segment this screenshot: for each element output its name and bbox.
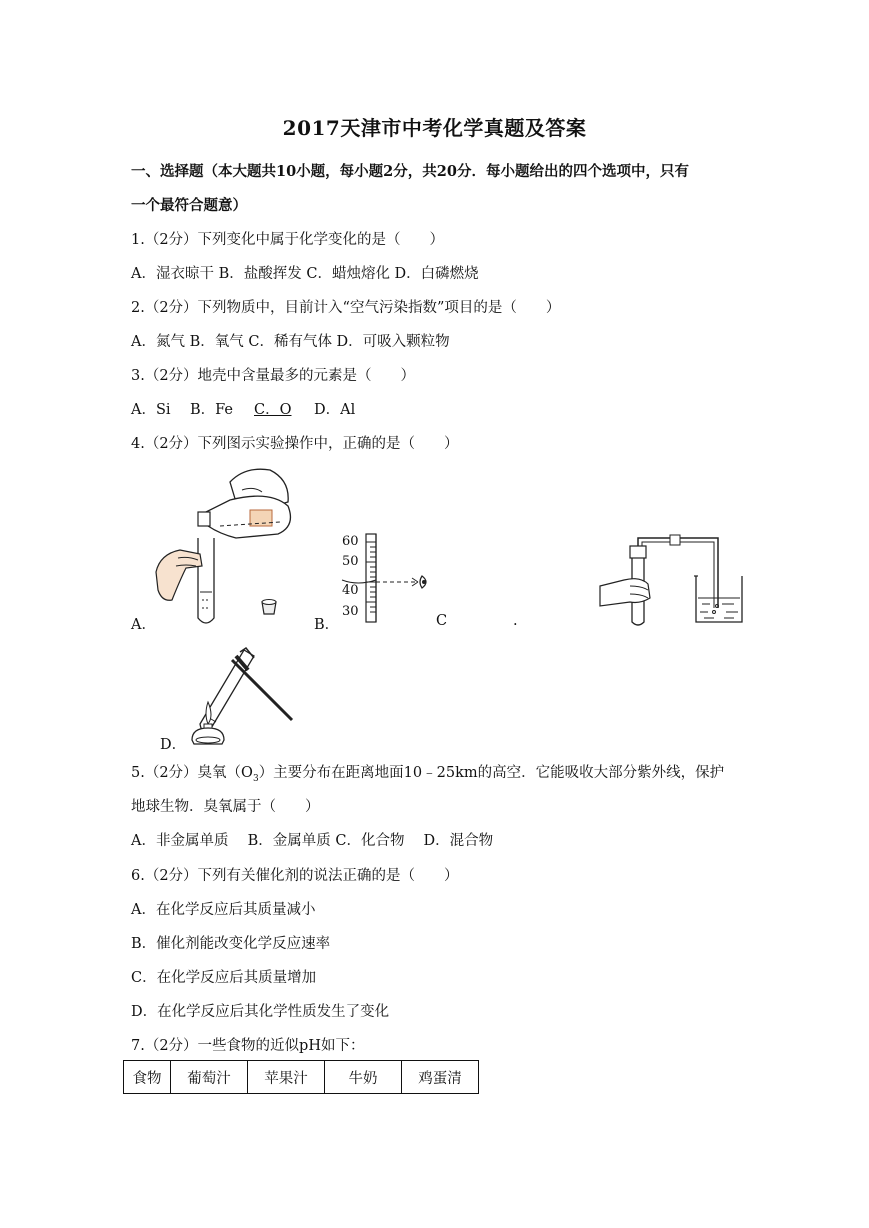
q6-stem: 6.（2分）下列有关催化剂的说法正确的是（ ） xyxy=(131,868,459,884)
q5-stem xyxy=(131,761,724,784)
q7-stem: 7.（2分）一些食物的近似pH如下： xyxy=(131,1038,365,1054)
q4-label-a: A． xyxy=(131,617,156,633)
table-cell-milk: 牛奶 xyxy=(325,1061,402,1094)
q4-label-c: C xyxy=(436,613,448,629)
table-cell-apple-juice: 苹果汁 xyxy=(248,1061,325,1094)
table-cell-egg-white: 鸡蛋清 xyxy=(402,1061,479,1094)
q6-option-d: D．在化学反应后其化学性质发生了变化 xyxy=(131,1004,390,1020)
q4-label-c-dot: . xyxy=(513,613,518,629)
q5-stem-line2: 地球生物．臭氧属于（ ） xyxy=(131,799,320,815)
table-row xyxy=(124,1061,479,1094)
q5-options: A．非金属单质 B．金属单质 C．化合物 D．混合物 xyxy=(131,833,494,849)
q6-option-a: A．在化学反应后其质量减小 xyxy=(131,902,316,918)
section-heading-line2: 一个最符合题意） xyxy=(131,197,247,214)
q1-options: A．湿衣晾干 B．盐酸挥发 C．蜡烛熔化 D．白磷燃烧 xyxy=(131,266,479,282)
section-heading-line1: 一、选择题（本大题共10小题，每小题2分，共20分．每小题给出的四个选项中，只有 xyxy=(131,163,689,180)
q3-option-a: A．Si xyxy=(131,402,171,418)
q4-stem: 4.（2分）下列图示实验操作中，正确的是（ ） xyxy=(131,436,459,452)
page-title: 2017天津市中考化学真题及答案 xyxy=(282,116,587,140)
ph-table xyxy=(123,1060,479,1094)
q6-option-c: C．在化学反应后其质量增加 xyxy=(131,970,317,986)
cylinder-tick-30: 30 xyxy=(342,604,359,619)
q4-label-d: D． xyxy=(160,737,187,753)
q5-stem-pre: 5.（2分）臭氧（O xyxy=(131,765,253,781)
q6-option-b: B．催化剂能改变化学反应速率 xyxy=(131,936,331,952)
q3-option-d: D．Al xyxy=(314,402,356,418)
cylinder-tick-50: 50 xyxy=(342,554,359,569)
q3-option-b: B．Fe xyxy=(190,402,234,418)
q2-stem: 2.（2分）下列物质中，目前计入“空气污染指数”项目的是（ ） xyxy=(131,300,561,316)
q5-stem-post: ）主要分布在距离地面10﹣25km的高空．它能吸收大部分紫外线，保护 xyxy=(258,765,725,781)
cylinder-tick-40: 40 xyxy=(342,583,359,598)
cylinder-tick-60: 60 xyxy=(342,534,359,549)
figure-a-pouring-liquid xyxy=(150,462,300,632)
q3-stem: 3.（2分）地壳中含量最多的元素是（ ） xyxy=(131,368,416,384)
table-cell-grape-juice: 葡萄汁 xyxy=(171,1061,248,1094)
q2-options: A．氮气 B．氧气 C．稀有气体 D．可吸入颗粒物 xyxy=(131,334,450,350)
q3-option-c: C．O xyxy=(254,402,292,418)
q1-stem: 1.（2分）下列变化中属于化学变化的是（ ） xyxy=(131,232,445,248)
figure-d-heating-test-tube xyxy=(188,640,298,750)
q4-label-b: B． xyxy=(314,617,340,633)
table-cell-food: 食物 xyxy=(124,1061,171,1094)
q5-stem-subscript: 3 xyxy=(252,773,259,784)
figure-c-airtightness-check xyxy=(600,528,750,628)
